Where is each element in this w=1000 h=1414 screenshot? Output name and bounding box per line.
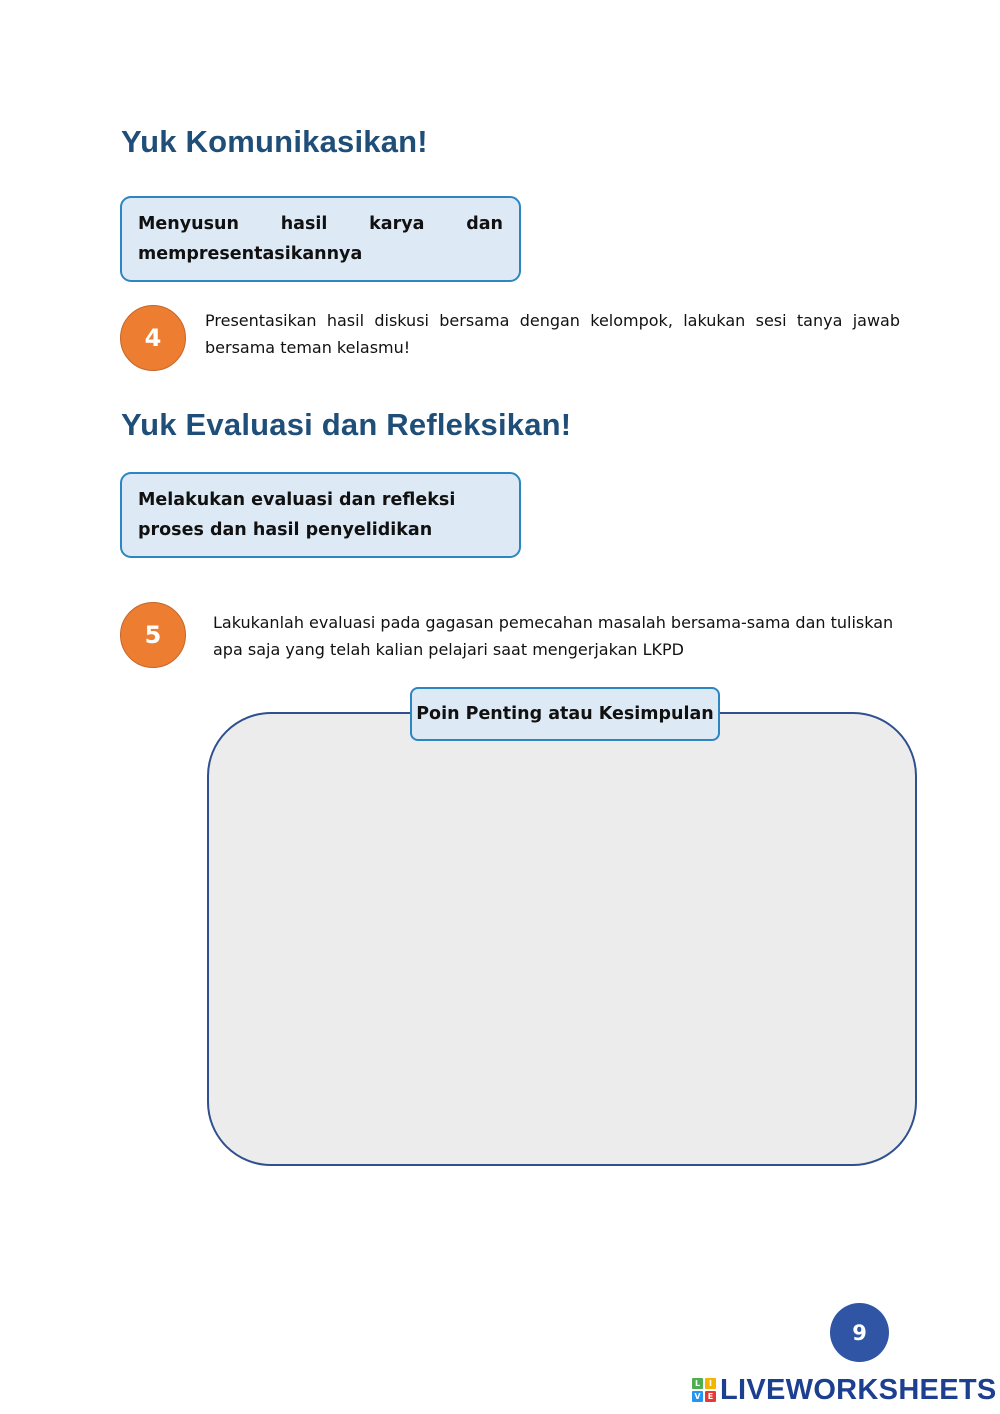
logo-letter-i: I: [705, 1378, 716, 1389]
step-4-instruction: Presentasikan hasil diskusi bersama dengan kelompok, lakukan sesi tanya jawab bersama teman kelasmu!: [205, 311, 900, 357]
liveworksheets-logo-icon: [692, 1378, 716, 1402]
page-number: 9: [830, 1303, 889, 1362]
section-heading-evaluate: Yuk Evaluasi dan Refleksikan!: [121, 407, 572, 442]
step-number-5: 5: [120, 602, 186, 668]
conclusion-answer-box[interactable]: [207, 712, 917, 1166]
logo-letter-v: V: [692, 1391, 703, 1402]
step-5-instruction: Lakukanlah evaluasi pada gagasan pemecahan masalah bersama-sama dan tuliskan apa saja yang telah kalian pelajari saat mengerjakan LKPD: [213, 613, 894, 659]
liveworksheets-logo: [692, 1372, 997, 1408]
callout-communicate: Menyusun hasil karya dan mempresentasikannya: [120, 196, 521, 282]
callout-evaluate: Melakukan evaluasi dan refleksi proses dan hasil penyelidikan: [120, 472, 521, 558]
logo-letter-l: L: [692, 1378, 703, 1389]
section-heading-communicate: Yuk Komunikasikan!: [121, 124, 428, 159]
liveworksheets-brand-text: LIVEWORKSHEETS: [720, 1373, 997, 1406]
conclusion-box-label: Poin Penting atau Kesimpulan: [410, 687, 720, 741]
step-number-4: 4: [120, 305, 186, 371]
logo-letter-e: E: [705, 1391, 716, 1402]
